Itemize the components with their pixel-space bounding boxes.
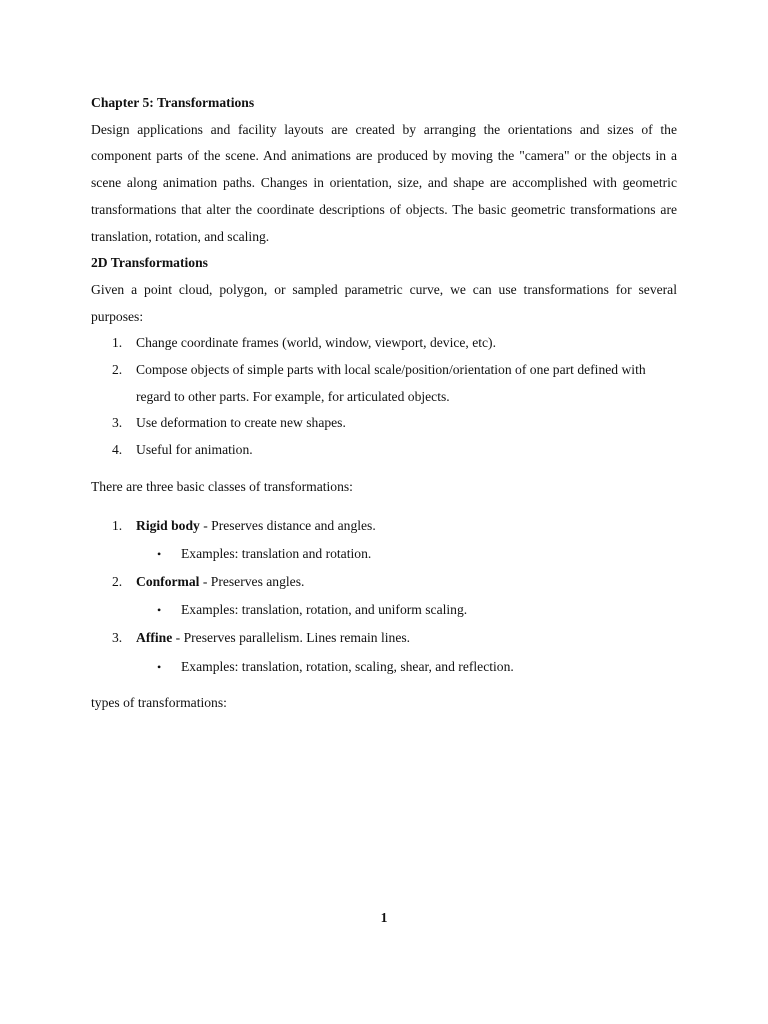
section-paragraph: Given a point cloud, polygon, or sampled parametric curve, we can use transformations for several purposes: <box>91 281 677 324</box>
list-item <box>91 357 677 410</box>
page-number: 1 <box>380 910 388 925</box>
list-item <box>136 541 677 568</box>
list-number: 1. <box>112 517 123 533</box>
class-description: - Preserves parallelism. Lines remain lines. <box>172 630 411 646</box>
classes-list <box>91 513 677 681</box>
class-description: - Preserves distance and angles. <box>199 517 376 533</box>
list-number: 1. <box>112 335 123 351</box>
class-term: Conformal <box>136 573 200 589</box>
class-item-conformal <box>91 569 677 624</box>
example-text: Examples: translation and rotation. <box>181 545 372 561</box>
example-text: Examples: translation, rotation, scaling, shear, and reflection. <box>181 658 514 674</box>
list-number: 3. <box>112 630 123 646</box>
list-item <box>136 597 677 624</box>
class-term: Rigid body <box>136 517 200 533</box>
list-number: 3. <box>112 415 123 431</box>
class-item-affine <box>91 625 677 680</box>
bullet-icon: • <box>157 659 162 674</box>
list-item-text: Compose objects of simple parts with local scale/position/orientation of one part defined with regard to other parts. For example, for articulated objects. <box>136 362 646 404</box>
list-item-text: Use deformation to create new shapes. <box>136 415 346 431</box>
class-examples <box>136 654 677 681</box>
list-item <box>91 410 677 437</box>
class-examples <box>136 541 677 568</box>
list-number: 2. <box>112 362 123 378</box>
section-title: 2D Transformations <box>91 255 208 271</box>
class-examples <box>136 597 677 624</box>
intro-paragraph: Design applications and facility layouts are created by arranging the orientations and sizes of the component parts of the scene. And animations are produced by moving the "camera" or the objects in a scene along animation paths. Changes in orientation, size, and shape are accomplished with geometric transformations that alter the coordinate descriptions of objects. The basic geometric transformations are translation, rotation, and scaling. <box>91 121 677 244</box>
bullet-icon: • <box>157 603 162 618</box>
types-label: types of transformations: <box>91 695 227 711</box>
classes-intro: There are three basic classes of transformations: <box>91 478 353 494</box>
example-text: Examples: translation, rotation, and uniform scaling. <box>181 602 468 618</box>
class-term: Affine <box>136 630 173 646</box>
list-item <box>136 654 677 681</box>
bullet-icon: • <box>157 546 162 561</box>
chapter-title: Chapter 5: Transformations <box>91 95 255 110</box>
list-item-text: Change coordinate frames (world, window, viewport, device, etc). <box>136 335 496 351</box>
class-item-rigid-body <box>91 513 677 568</box>
list-item-text: Useful for animation. <box>136 442 253 458</box>
page-content <box>91 90 677 717</box>
list-item <box>91 330 677 357</box>
class-description: - Preserves angles. <box>199 573 305 589</box>
list-item <box>91 437 677 464</box>
purposes-list <box>91 330 677 464</box>
list-number: 2. <box>112 573 123 589</box>
list-number: 4. <box>112 442 123 458</box>
